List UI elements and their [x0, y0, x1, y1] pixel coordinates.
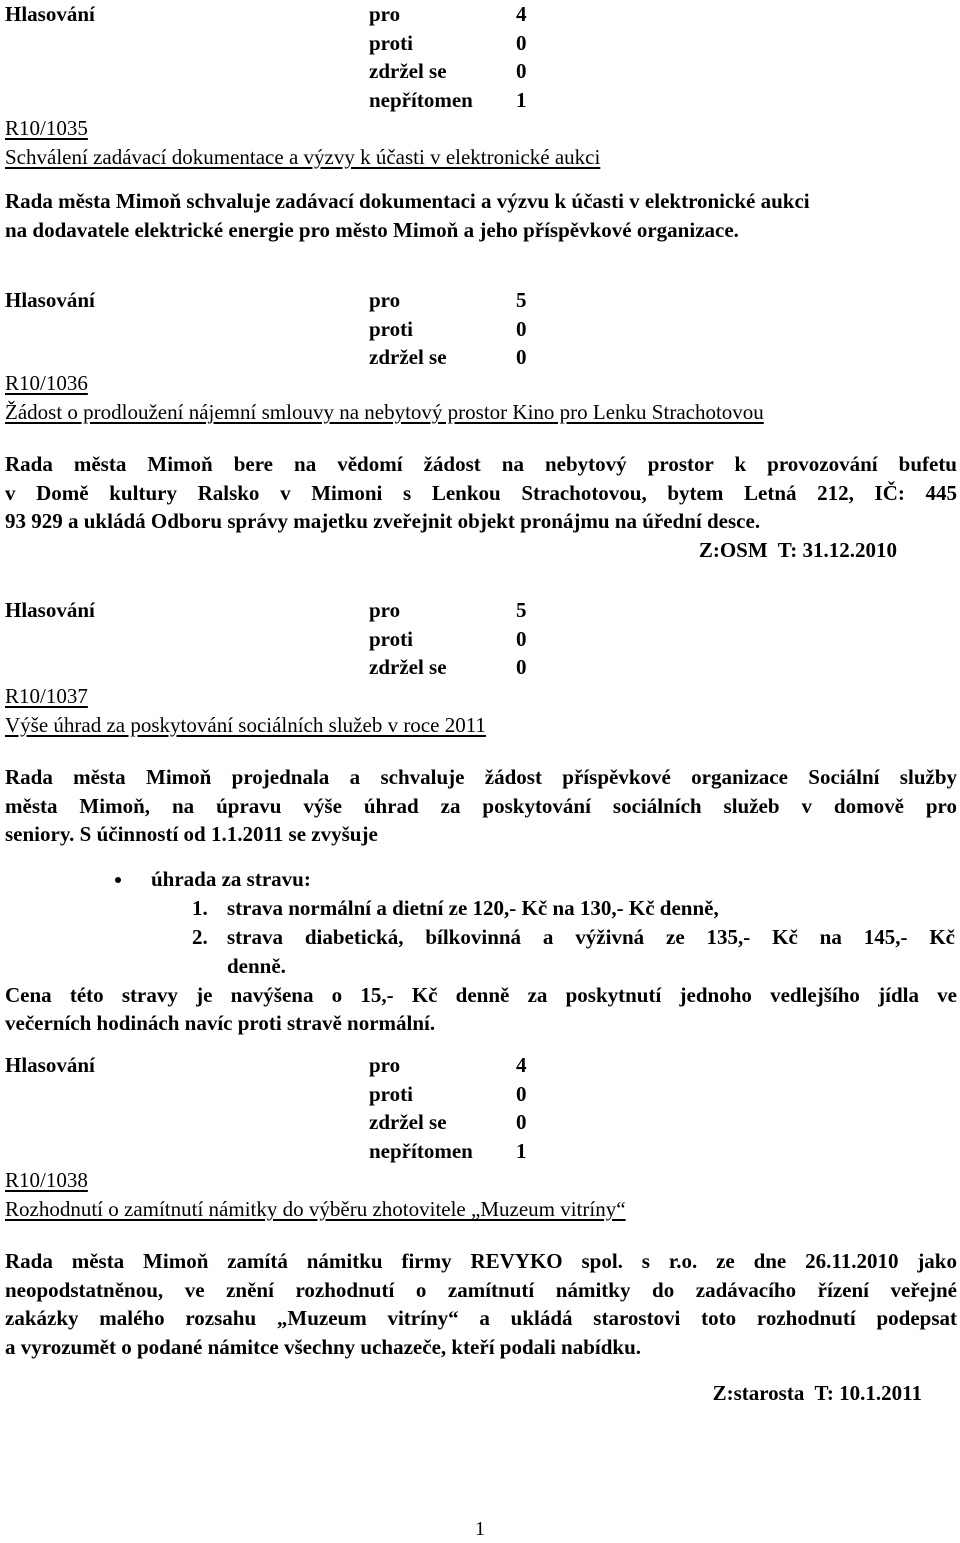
- vote-count: 0: [516, 59, 527, 83]
- vote-count: 0: [516, 345, 527, 369]
- text-line: a vyrozumět o podané námitce všechny uchazeče, kteří podali nabídku.: [5, 1334, 642, 1359]
- item-text: strava normální a dietní ze 120,- Kč na 130,- Kč denně,: [227, 895, 719, 920]
- assignment-note: Z:starosta T: 10.1.2011: [712, 1381, 922, 1405]
- resolution-1035: [5, 114, 957, 244]
- meal-price-list: [5, 894, 957, 981]
- vote-count: 0: [516, 655, 527, 679]
- vote-option: proti: [369, 30, 413, 55]
- resolution-1037: [5, 682, 957, 1038]
- resolution-text: [5, 1247, 957, 1361]
- text-line: večerních hodinách navíc proti stravě normální.: [5, 1011, 436, 1035]
- text-line: Rada města Mimoň schvaluje zadávací dokumentaci a výzvu k účasti v elektronické aukci: [5, 189, 810, 213]
- vote-count: 0: [516, 1110, 527, 1134]
- resolution-title: Žádost o prodloužení nájemní smlouvy na nebytový prostor Kino pro Lenku Strachotovou: [5, 400, 764, 424]
- resolution-number: R10/1038: [5, 1168, 88, 1192]
- item-text: denně.: [227, 953, 286, 978]
- bullet-icon: [115, 877, 121, 883]
- resolution-title: Schválení zadávací dokumentace a výzvy k účasti v elektronické aukci: [5, 144, 601, 169]
- resolution-text: [5, 450, 957, 536]
- resolution-text: [5, 187, 957, 244]
- vote-block: [5, 286, 957, 372]
- vote-label: Hlasování: [5, 288, 95, 312]
- vote-label: Hlasování: [5, 1053, 95, 1077]
- text-line: v Domě kultury Ralsko v Mimoni s Lenkou Strachotovou, bytem Letná 212, IČ: 445: [5, 480, 957, 505]
- vote-count: 4: [516, 1053, 527, 1077]
- vote-option: nepřítomen: [369, 87, 473, 112]
- resolution-text: [5, 763, 957, 849]
- vote-option: proti: [369, 1081, 413, 1106]
- vote-block: [5, 1051, 957, 1165]
- vote-count: 0: [516, 30, 527, 55]
- text-line: 93 929 a ukládá Odboru správy majetku zveřejnit objekt pronájmu na úřední desce.: [5, 509, 761, 533]
- list-item: [5, 894, 957, 923]
- vote-count: 5: [516, 598, 527, 622]
- text-line: Rada města Mimoň zamítá námitku firmy REVYKO spol. s r.o. ze dne 26.11.2010 jako: [5, 1249, 957, 1273]
- vote-count: 1: [516, 87, 527, 112]
- list-item: [5, 865, 957, 894]
- resolution-number: R10/1035: [5, 116, 88, 140]
- item-number: 1.: [192, 895, 208, 920]
- vote-count: 1: [516, 1138, 527, 1163]
- resolution-1036: [5, 369, 957, 564]
- vote-count: 0: [516, 626, 527, 651]
- text-line: neopodstatněnou, ve znění rozhodnutí o zamítnutí námitky do zadávacího řízení veřejné: [5, 1277, 957, 1302]
- vote-label: Hlasování: [5, 2, 95, 26]
- resolution-1038: [5, 1166, 957, 1408]
- vote-option: zdržel se: [369, 59, 447, 83]
- vote-option: pro: [369, 288, 401, 312]
- vote-count: 0: [516, 316, 527, 341]
- vote-count: 0: [516, 1081, 527, 1106]
- resolution-title: Výše úhrad za poskytování sociálních služeb v roce 2011: [5, 713, 486, 737]
- resolution-number: R10/1036: [5, 371, 88, 395]
- item-number: 2.: [192, 924, 208, 949]
- list-item-label: úhrada za stravu:: [151, 866, 311, 891]
- vote-count: 5: [516, 288, 527, 312]
- vote-count: 4: [516, 2, 527, 26]
- text-line: Cena této stravy je navýšena o 15,- Kč denně za poskytnutí jednoho vedlejšího jídla ve: [5, 982, 957, 1007]
- vote-option: zdržel se: [369, 655, 447, 679]
- vote-option: proti: [369, 316, 413, 341]
- text-line: zakázky malého rozsahu „Muzeum vitríny“ a ukládá starostovi toto rozhodnutí podepsat: [5, 1306, 957, 1330]
- vote-option: zdržel se: [369, 1110, 447, 1134]
- resolution-title: Rozhodnutí o zamítnutí námitky do výběru zhotovitele „Muzeum vitríny“: [5, 1197, 626, 1221]
- resolution-number: R10/1037: [5, 684, 88, 708]
- text-line: města Mimoň, na úpravu výše úhrad za poskytování sociálních služeb v domově pro: [5, 793, 957, 818]
- text-line: Rada města Mimoň bere na vědomí žádost na nebytový prostor k provozování bufetu: [5, 452, 957, 476]
- vote-option: zdržel se: [369, 345, 447, 369]
- vote-option: pro: [369, 1053, 401, 1077]
- vote-label: Hlasování: [5, 598, 95, 622]
- text-line: seniory. S účinností od 1.1.2011 se zvyšuje: [5, 822, 378, 846]
- page-number: 1: [475, 1518, 485, 1540]
- vote-block: [5, 0, 957, 114]
- vote-block: [5, 596, 957, 682]
- vote-option: nepřítomen: [369, 1138, 473, 1163]
- vote-option: pro: [369, 598, 401, 622]
- vote-option: proti: [369, 626, 413, 651]
- list-item-continuation: [5, 952, 957, 981]
- resolution-text: [5, 981, 957, 1038]
- list-item: [5, 923, 957, 952]
- meal-list: [5, 865, 957, 894]
- text-line: na dodavatele elektrické energie pro město Mimoň a jeho příspěvkové organizace.: [5, 217, 739, 242]
- assignment-note: Z:OSM T: 31.12.2010: [698, 537, 897, 562]
- vote-option: pro: [369, 2, 401, 26]
- item-text: strava diabetická, bílkovinná a výživná ze 135,- Kč na 145,- Kč: [227, 924, 955, 949]
- text-line: Rada města Mimoň projednala a schvaluje žádost příspěvkové organizace Sociální služby: [5, 765, 957, 789]
